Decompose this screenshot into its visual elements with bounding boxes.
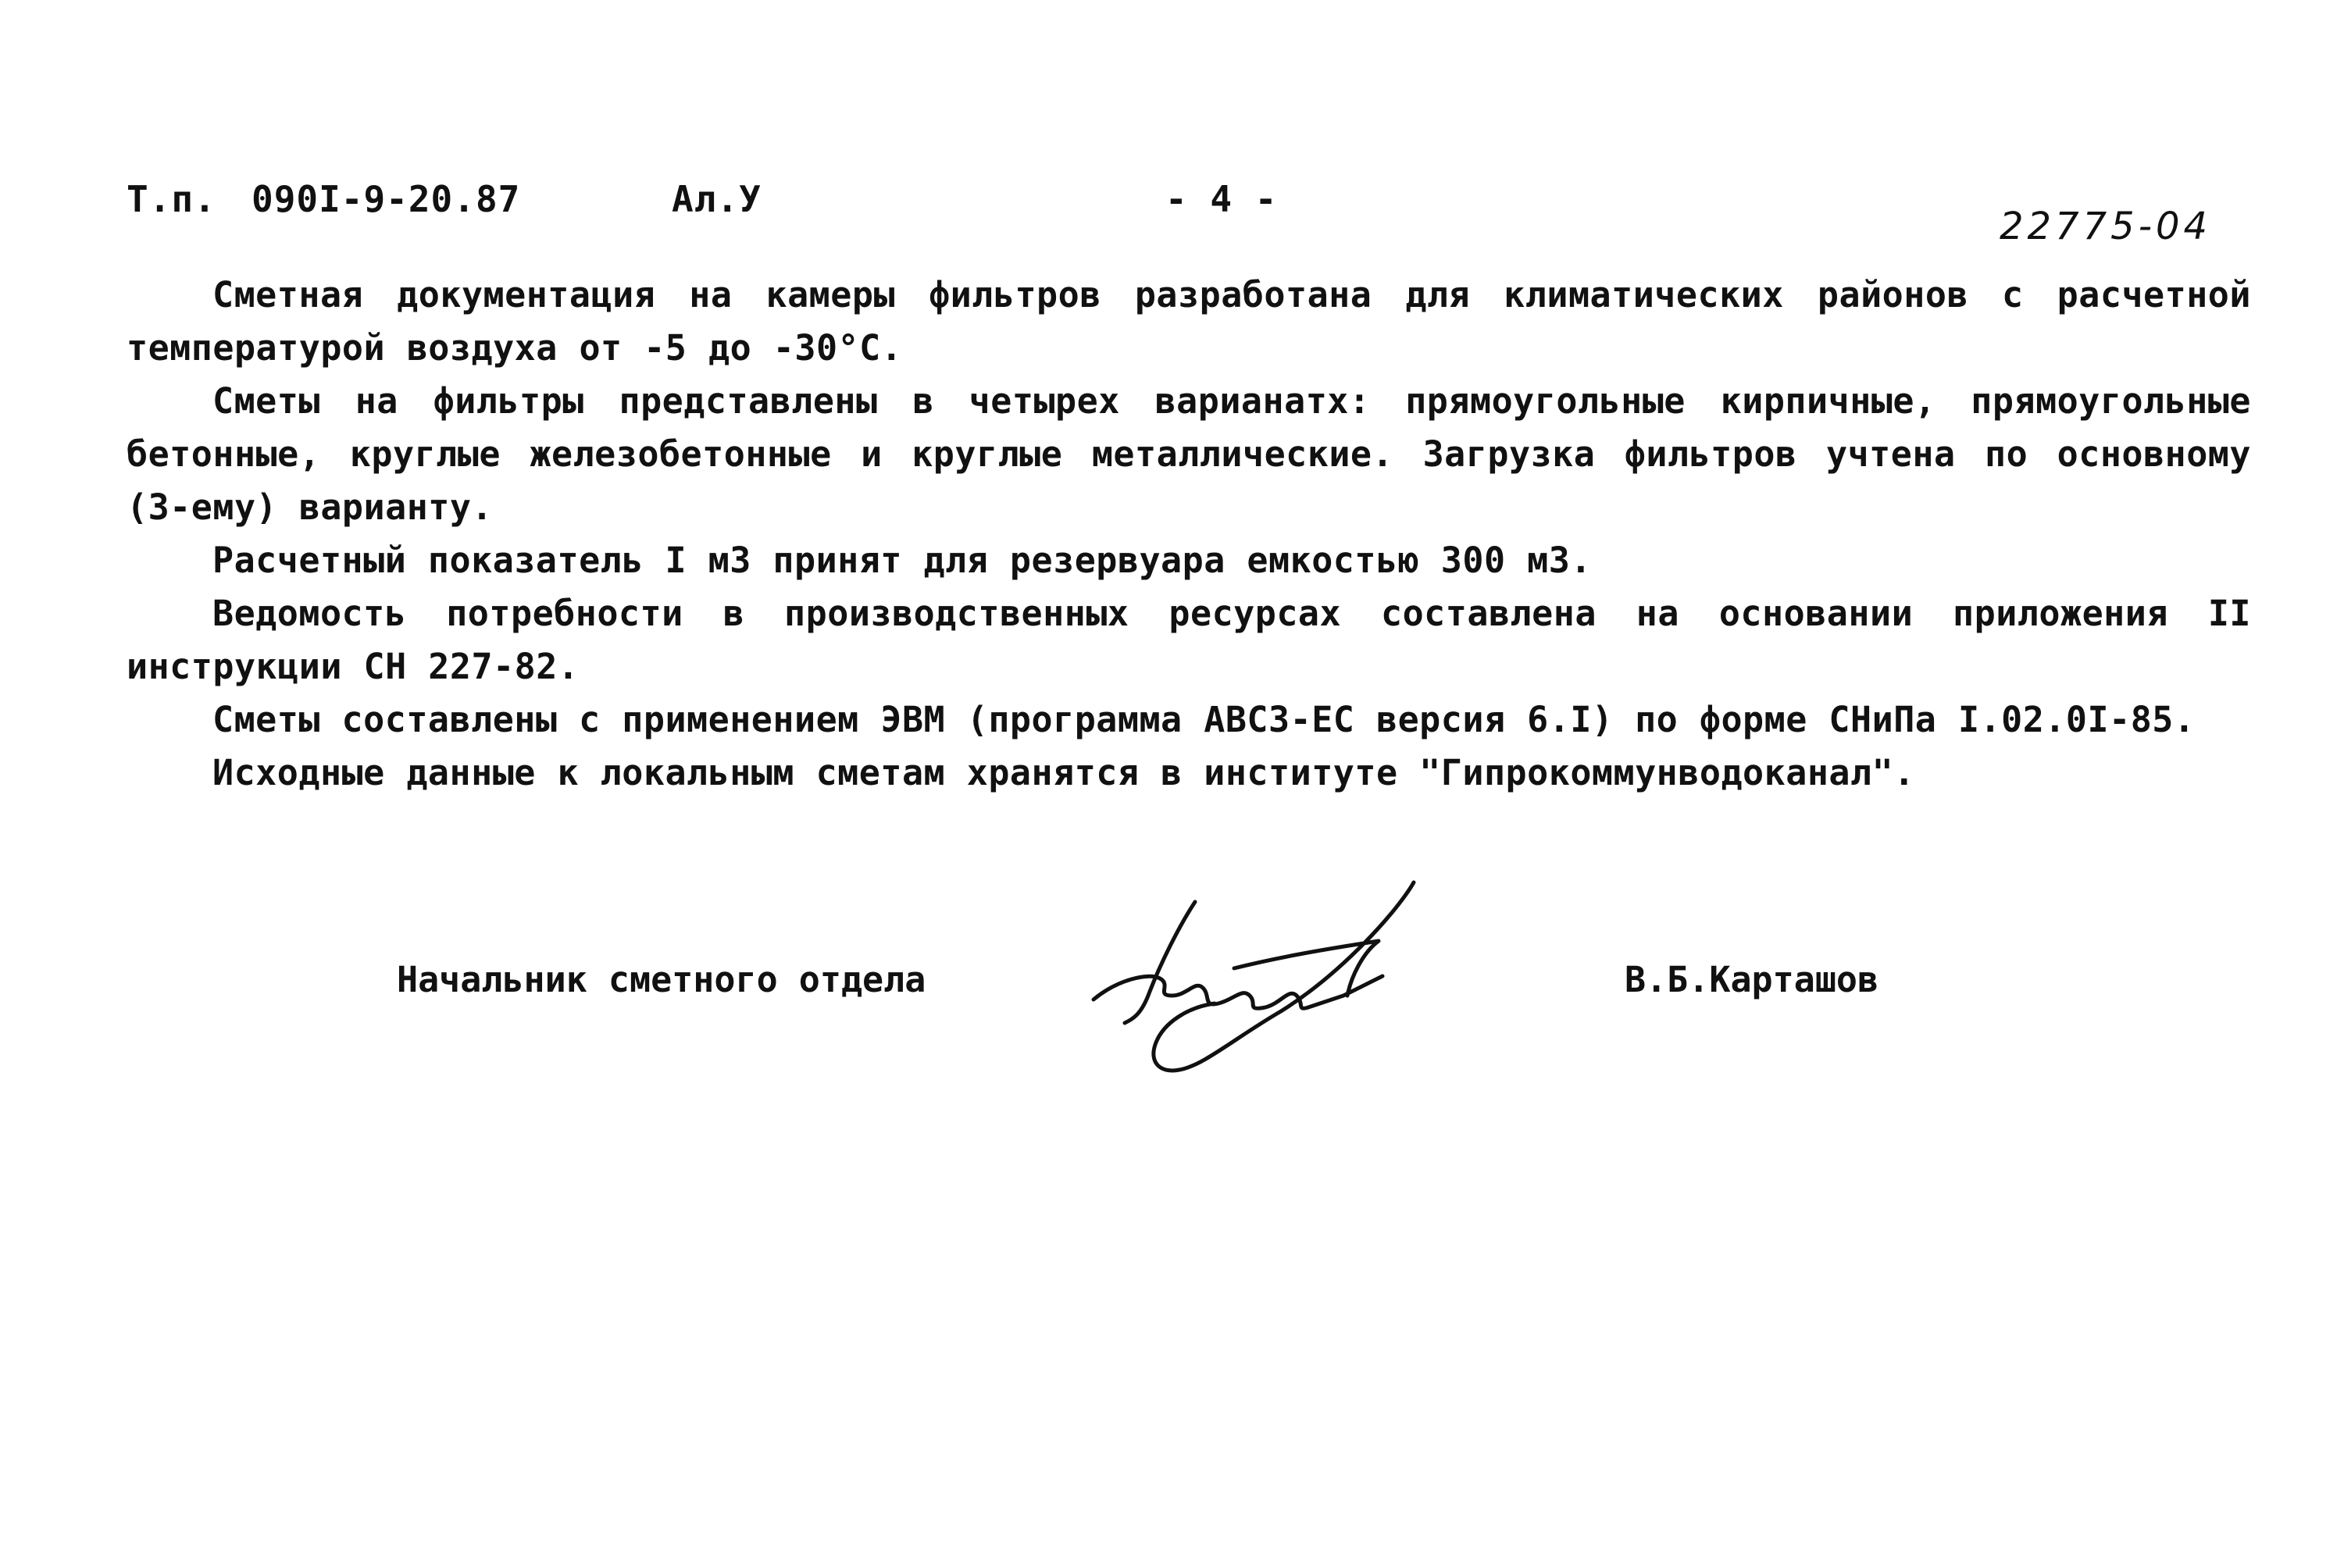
paragraph: Сметы на фильтры представлены в четырех варианатх: прямоугольные кирпичные, прямоугольные бетонные, круглые железобетонные и круглые металлические. Загрузка фильтров учтена по основному (3-ему) варианту. — [127, 380, 2251, 528]
paragraph: Ведомость потребности в производственных ресурсах составлена на основании приложения II инструкции СН 227-82. — [127, 593, 2251, 687]
body-text — [127, 269, 2251, 800]
document-number: 22775-04 — [2000, 205, 2212, 248]
header-sheet: Ал.У — [672, 178, 762, 220]
header-code: 090I-9-20.87 — [252, 178, 521, 220]
handwritten-signature — [1086, 878, 1461, 1089]
paragraph: Исходные данные к локальным сметам хранятся в институте "Гипрокоммунводоканал". — [212, 752, 1915, 793]
paragraph: Сметы составлены с применением ЭВМ (программа АВСЗ-ЕС версия 6.I) по форме СНиПа I.02.0I-85. — [212, 699, 2196, 740]
signatory-role: Начальник сметного отдела — [397, 959, 926, 1000]
page-number: - 4 - — [1165, 178, 1278, 220]
signatory-name: В.Б.Карташов — [1625, 959, 1879, 1000]
paragraph: Сметная документация на камеры фильтров разработана для климатических районов с расчетной температурой воздуха от -5 до -30°С. — [127, 274, 2251, 369]
paragraph: Расчетный показатель I м3 принят для резервуара емкостью 300 м3. — [212, 540, 1592, 581]
header-tp: Т.п. — [127, 178, 216, 220]
